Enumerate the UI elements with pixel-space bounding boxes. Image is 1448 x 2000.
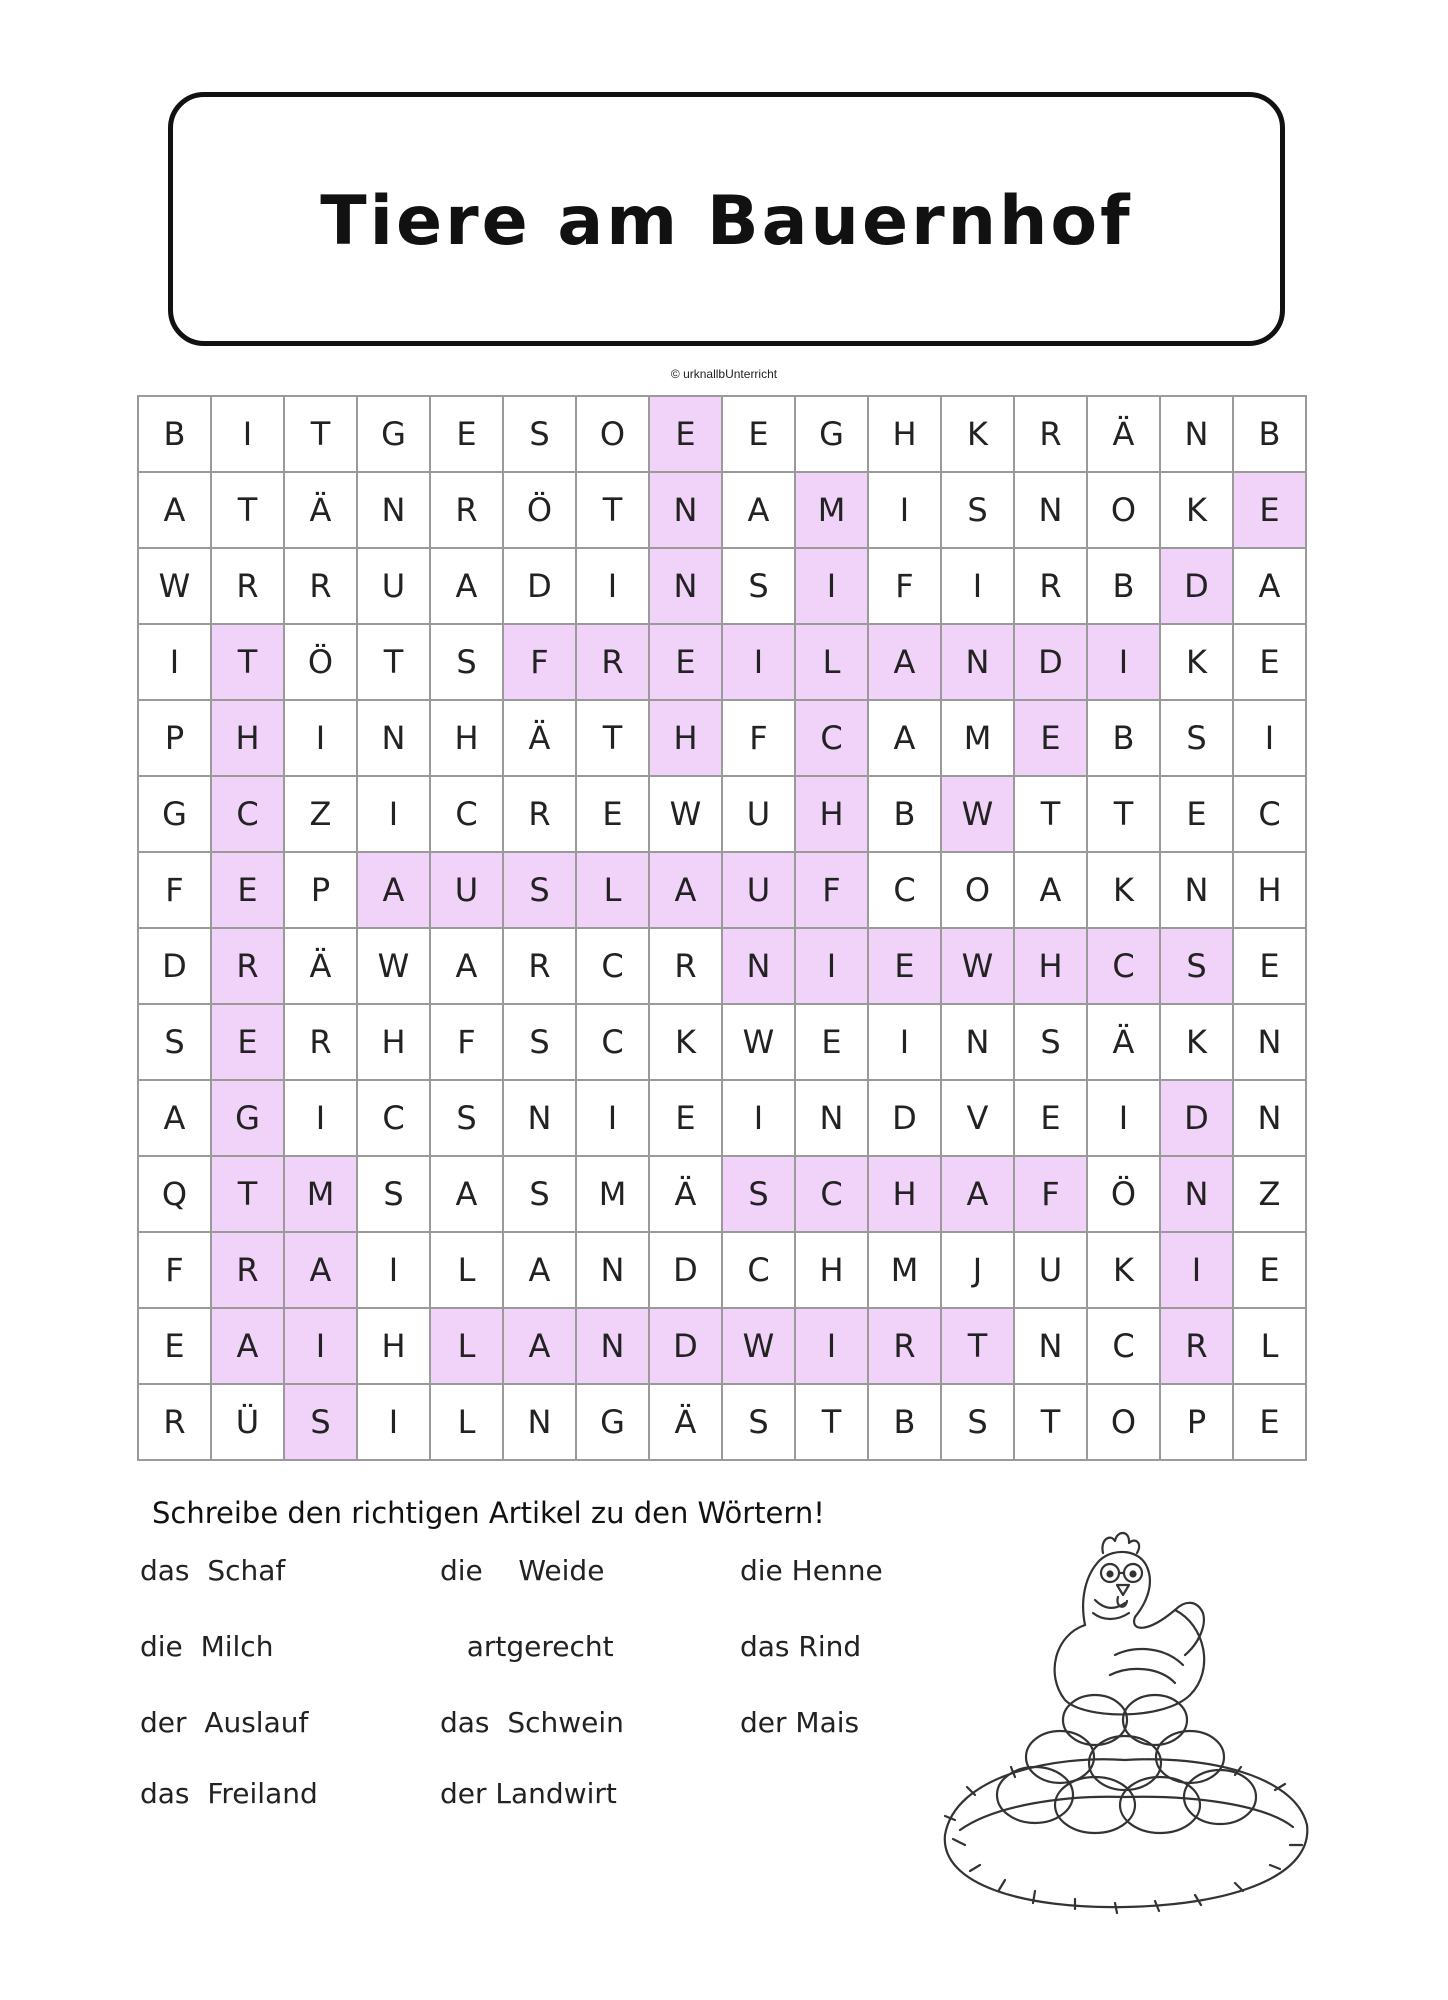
grid-cell: I	[139, 625, 212, 701]
grid-cell: F	[1015, 1157, 1088, 1233]
grid-cell: B	[1088, 549, 1161, 625]
grid-cell: C	[1088, 1309, 1161, 1385]
grid-cell: E	[1234, 473, 1307, 549]
grid-cell: A	[1015, 853, 1088, 929]
grid-cell: S	[723, 549, 796, 625]
grid-cell: C	[1234, 777, 1307, 853]
grid-cell: W	[650, 777, 723, 853]
grid-cell: E	[1234, 1385, 1307, 1461]
word-item: die Milch	[140, 1630, 274, 1663]
grid-cell: A	[431, 929, 504, 1005]
grid-cell: N	[650, 549, 723, 625]
grid-cell: N	[723, 929, 796, 1005]
word-item: der Mais	[740, 1706, 860, 1739]
grid-cell: N	[1161, 397, 1234, 473]
grid-cell: T	[1015, 777, 1088, 853]
grid-cell: L	[431, 1385, 504, 1461]
grid-cell: A	[650, 853, 723, 929]
grid-cell: A	[1234, 549, 1307, 625]
grid-cell: G	[212, 1081, 285, 1157]
grid-cell: E	[1234, 1233, 1307, 1309]
grid-cell: S	[358, 1157, 431, 1233]
grid-cell: S	[942, 1385, 1015, 1461]
grid-cell: A	[431, 549, 504, 625]
word-item: die Weide	[440, 1554, 605, 1587]
grid-cell: S	[1015, 1005, 1088, 1081]
grid-cell: I	[212, 397, 285, 473]
grid-cell: Ö	[1088, 1157, 1161, 1233]
grid-cell: C	[1088, 929, 1161, 1005]
grid-cell: T	[212, 473, 285, 549]
grid-cell: N	[1234, 1005, 1307, 1081]
grid-cell: A	[869, 625, 942, 701]
grid-cell: E	[1161, 777, 1234, 853]
grid-cell: S	[723, 1157, 796, 1233]
grid-cell: Z	[1234, 1157, 1307, 1233]
grid-cell: E	[1015, 701, 1088, 777]
grid-cell: L	[431, 1233, 504, 1309]
word-item: das Freiland	[140, 1777, 318, 1810]
title-box	[168, 92, 1285, 346]
grid-cell: U	[431, 853, 504, 929]
grid-cell: F	[139, 1233, 212, 1309]
grid-cell: I	[796, 929, 869, 1005]
grid-cell: R	[431, 473, 504, 549]
grid-cell: W	[942, 777, 1015, 853]
grid-cell: E	[577, 777, 650, 853]
grid-cell: O	[1088, 1385, 1161, 1461]
grid-cell: Z	[285, 777, 358, 853]
grid-cell: B	[139, 397, 212, 473]
grid-cell: B	[869, 1385, 942, 1461]
grid-cell: E	[1015, 1081, 1088, 1157]
grid-cell: H	[796, 777, 869, 853]
grid-cell: T	[796, 1385, 869, 1461]
grid-cell: N	[650, 473, 723, 549]
grid-cell: R	[212, 549, 285, 625]
grid-cell: I	[358, 1233, 431, 1309]
grid-cell: Ö	[285, 625, 358, 701]
grid-cell: L	[431, 1309, 504, 1385]
grid-cell: S	[723, 1385, 796, 1461]
grid-cell: R	[139, 1385, 212, 1461]
grid-cell: D	[139, 929, 212, 1005]
grid-cell: K	[1161, 473, 1234, 549]
grid-cell: E	[212, 1005, 285, 1081]
grid-cell: C	[796, 701, 869, 777]
grid-cell: W	[723, 1005, 796, 1081]
word-item: die Henne	[740, 1554, 883, 1587]
grid-cell: H	[869, 397, 942, 473]
grid-cell: I	[723, 625, 796, 701]
grid-cell: L	[577, 853, 650, 929]
grid-cell: W	[723, 1309, 796, 1385]
grid-cell: Ä	[504, 701, 577, 777]
grid-cell: Ä	[1088, 1005, 1161, 1081]
grid-cell: R	[577, 625, 650, 701]
grid-cell: M	[285, 1157, 358, 1233]
grid-cell: F	[139, 853, 212, 929]
grid-cell: D	[650, 1233, 723, 1309]
grid-cell: I	[285, 1081, 358, 1157]
grid-cell: N	[577, 1309, 650, 1385]
grid-cell: N	[358, 473, 431, 549]
grid-cell: Ä	[285, 929, 358, 1005]
grid-cell: R	[504, 929, 577, 1005]
grid-cell: W	[358, 929, 431, 1005]
grid-cell: W	[942, 929, 1015, 1005]
grid-cell: P	[285, 853, 358, 929]
grid-cell: U	[358, 549, 431, 625]
grid-cell: Ö	[504, 473, 577, 549]
grid-cell: K	[1088, 853, 1161, 929]
grid-cell: P	[1161, 1385, 1234, 1461]
grid-cell: K	[650, 1005, 723, 1081]
grid-cell: S	[1161, 929, 1234, 1005]
grid-cell: M	[869, 1233, 942, 1309]
grid-cell: F	[431, 1005, 504, 1081]
word-search-grid	[137, 395, 1307, 1461]
grid-cell: K	[1161, 1005, 1234, 1081]
grid-cell: S	[504, 1157, 577, 1233]
grid-cell: S	[504, 1005, 577, 1081]
grid-cell: A	[139, 1081, 212, 1157]
grid-cell: A	[723, 473, 796, 549]
grid-cell: J	[942, 1233, 1015, 1309]
grid-cell: T	[942, 1309, 1015, 1385]
grid-cell: T	[212, 625, 285, 701]
grid-cell: N	[504, 1385, 577, 1461]
grid-cell: A	[504, 1309, 577, 1385]
grid-cell: K	[942, 397, 1015, 473]
grid-cell: N	[1161, 1157, 1234, 1233]
grid-cell: C	[212, 777, 285, 853]
grid-cell: Ä	[1088, 397, 1161, 473]
page-title: Tiere am Bauernhof	[320, 181, 1133, 261]
grid-cell: G	[358, 397, 431, 473]
grid-cell: U	[723, 777, 796, 853]
grid-cell: I	[577, 549, 650, 625]
grid-cell: S	[431, 625, 504, 701]
grid-cell: C	[431, 777, 504, 853]
grid-cell: T	[285, 397, 358, 473]
grid-cell: C	[796, 1157, 869, 1233]
grid-cell: A	[139, 473, 212, 549]
grid-cell: T	[577, 701, 650, 777]
grid-cell: M	[577, 1157, 650, 1233]
grid-cell: N	[1234, 1081, 1307, 1157]
grid-cell: M	[942, 701, 1015, 777]
grid-cell: N	[504, 1081, 577, 1157]
grid-cell: N	[942, 625, 1015, 701]
grid-cell: N	[1015, 473, 1088, 549]
grid-cell: K	[1088, 1233, 1161, 1309]
grid-cell: H	[1015, 929, 1088, 1005]
grid-cell: N	[577, 1233, 650, 1309]
grid-cell: A	[285, 1233, 358, 1309]
word-item: der Auslauf	[140, 1706, 309, 1739]
grid-cell: O	[942, 853, 1015, 929]
grid-cell: E	[139, 1309, 212, 1385]
grid-cell: M	[796, 473, 869, 549]
grid-cell: E	[650, 397, 723, 473]
grid-cell: I	[285, 1309, 358, 1385]
grid-cell: I	[869, 473, 942, 549]
grid-cell: F	[504, 625, 577, 701]
grid-cell: A	[942, 1157, 1015, 1233]
grid-cell: S	[504, 397, 577, 473]
grid-cell: I	[1234, 701, 1307, 777]
grid-cell: R	[650, 929, 723, 1005]
grid-cell: D	[504, 549, 577, 625]
grid-cell: H	[358, 1005, 431, 1081]
grid-cell: T	[1088, 777, 1161, 853]
grid-cell: I	[1088, 1081, 1161, 1157]
grid-cell: D	[1161, 549, 1234, 625]
grid-cell: Ä	[650, 1385, 723, 1461]
grid-cell: O	[1088, 473, 1161, 549]
grid-cell: T	[1015, 1385, 1088, 1461]
grid-cell: A	[212, 1309, 285, 1385]
grid-cell: E	[723, 397, 796, 473]
grid-cell: R	[869, 1309, 942, 1385]
grid-cell: Ü	[212, 1385, 285, 1461]
grid-cell: A	[504, 1233, 577, 1309]
grid-cell: I	[796, 549, 869, 625]
grid-cell: R	[1015, 549, 1088, 625]
grid-cell: H	[431, 701, 504, 777]
grid-cell: R	[285, 1005, 358, 1081]
grid-cell: E	[650, 625, 723, 701]
grid-cell: N	[358, 701, 431, 777]
grid-cell: S	[431, 1081, 504, 1157]
grid-cell: H	[796, 1233, 869, 1309]
word-item: das Schwein	[440, 1706, 624, 1739]
grid-cell: C	[869, 853, 942, 929]
grid-cell: P	[139, 701, 212, 777]
grid-cell: R	[1015, 397, 1088, 473]
word-item: der Landwirt	[440, 1777, 617, 1810]
grid-cell: K	[1161, 625, 1234, 701]
grid-cell: F	[796, 853, 869, 929]
copyright-notice: © urknallbUnterricht	[670, 367, 778, 381]
grid-cell: E	[1234, 929, 1307, 1005]
word-item: artgerecht	[440, 1630, 614, 1663]
grid-cell: C	[723, 1233, 796, 1309]
grid-cell: H	[869, 1157, 942, 1233]
grid-cell: N	[796, 1081, 869, 1157]
hen-illustration	[935, 1505, 1315, 1925]
grid-cell: E	[650, 1081, 723, 1157]
grid-cell: L	[1234, 1309, 1307, 1385]
grid-cell: N	[1015, 1309, 1088, 1385]
grid-cell: T	[577, 473, 650, 549]
grid-cell: I	[1161, 1233, 1234, 1309]
grid-cell: R	[212, 929, 285, 1005]
grid-cell: E	[212, 853, 285, 929]
grid-cell: A	[431, 1157, 504, 1233]
grid-cell: G	[577, 1385, 650, 1461]
grid-cell: D	[869, 1081, 942, 1157]
grid-cell: I	[942, 549, 1015, 625]
grid-cell: F	[723, 701, 796, 777]
grid-cell: U	[1015, 1233, 1088, 1309]
grid-cell: B	[1088, 701, 1161, 777]
grid-cell: N	[942, 1005, 1015, 1081]
grid-cell: E	[1234, 625, 1307, 701]
grid-cell: E	[796, 1005, 869, 1081]
grid-cell: W	[139, 549, 212, 625]
grid-cell: S	[504, 853, 577, 929]
grid-cell: I	[577, 1081, 650, 1157]
grid-cell: A	[358, 853, 431, 929]
grid-cell: D	[1161, 1081, 1234, 1157]
grid-cell: C	[577, 929, 650, 1005]
grid-cell: L	[796, 625, 869, 701]
grid-cell: T	[212, 1157, 285, 1233]
grid-cell: H	[358, 1309, 431, 1385]
grid-cell: E	[431, 397, 504, 473]
grid-cell: R	[212, 1233, 285, 1309]
grid-cell: H	[650, 701, 723, 777]
grid-cell: V	[942, 1081, 1015, 1157]
grid-cell: U	[723, 853, 796, 929]
grid-cell: G	[139, 777, 212, 853]
grid-cell: H	[212, 701, 285, 777]
grid-cell: D	[1015, 625, 1088, 701]
grid-cell: O	[577, 397, 650, 473]
grid-cell: S	[285, 1385, 358, 1461]
word-item: das Rind	[740, 1630, 862, 1663]
grid-cell: N	[1161, 853, 1234, 929]
grid-cell: T	[358, 625, 431, 701]
grid-cell: I	[1088, 625, 1161, 701]
grid-cell: F	[869, 549, 942, 625]
grid-cell: S	[1161, 701, 1234, 777]
grid-cell: I	[723, 1081, 796, 1157]
word-item: das Schaf	[140, 1554, 286, 1587]
instruction-text: Schreibe den richtigen Artikel zu den Wörtern!	[152, 1496, 825, 1530]
grid-cell: Ä	[285, 473, 358, 549]
grid-cell: Q	[139, 1157, 212, 1233]
grid-cell: I	[285, 701, 358, 777]
grid-cell: I	[869, 1005, 942, 1081]
grid-cell: R	[1161, 1309, 1234, 1385]
grid-cell: R	[285, 549, 358, 625]
grid-cell: Ä	[650, 1157, 723, 1233]
grid-cell: R	[504, 777, 577, 853]
grid-cell: C	[577, 1005, 650, 1081]
grid-cell: S	[942, 473, 1015, 549]
grid-cell: I	[796, 1309, 869, 1385]
grid-cell: S	[139, 1005, 212, 1081]
grid-cell: D	[650, 1309, 723, 1385]
grid-cell: B	[1234, 397, 1307, 473]
grid-cell: G	[796, 397, 869, 473]
grid-cell: A	[869, 701, 942, 777]
grid-cell: B	[869, 777, 942, 853]
grid-cell: I	[358, 777, 431, 853]
grid-cell: I	[358, 1385, 431, 1461]
grid-cell: C	[358, 1081, 431, 1157]
grid-cell: H	[1234, 853, 1307, 929]
grid-cell: E	[869, 929, 942, 1005]
